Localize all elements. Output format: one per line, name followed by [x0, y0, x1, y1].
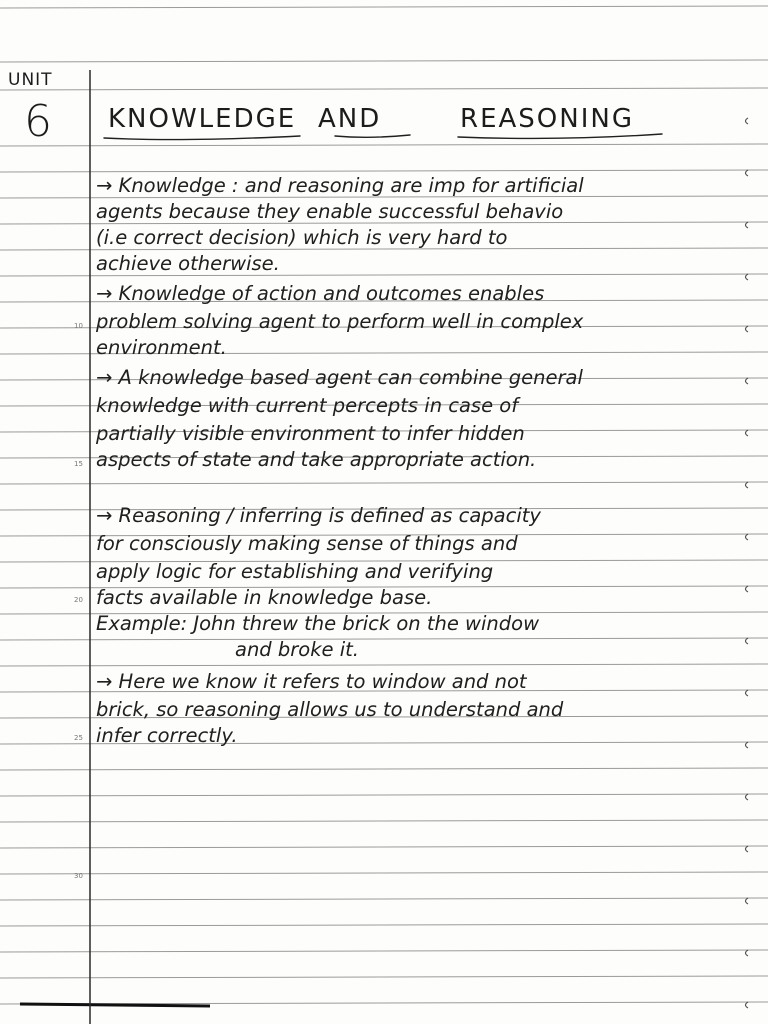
note-line: aspects of state and take appropriate action. [96, 448, 537, 471]
title-word-knowledge: KNOWLEDGE [108, 104, 297, 134]
note-line: for consciously making sense of things and [96, 532, 518, 555]
note-line: → A knowledge based agent can combine general [96, 366, 583, 389]
note-line: facts available in knowledge base. [96, 586, 433, 609]
note-line: Example: John threw the brick on the window [96, 612, 540, 635]
unit-number: 6 [24, 96, 52, 147]
note-line: problem solving agent to perform well in complex [96, 310, 584, 333]
title-word-and: AND [318, 104, 382, 134]
note-line: achieve otherwise. [96, 252, 280, 275]
note-line: and broke it. [235, 638, 359, 661]
margin-line [89, 70, 91, 1024]
unit-label: UNIT [8, 70, 53, 90]
note-line: partially visible environment to infer hidden [96, 422, 525, 445]
note-line: → Knowledge of action and outcomes enables [96, 282, 545, 305]
line-number: 25 [74, 734, 83, 742]
line-number: 30 [74, 872, 83, 880]
note-line: → Knowledge : and reasoning are imp for artificial [96, 174, 584, 197]
note-line: apply logic for establishing and verifying [96, 560, 494, 583]
note-line: environment. [96, 336, 227, 359]
line-number: 15 [74, 460, 83, 468]
title-word-reasoning: REASONING [460, 104, 634, 134]
note-line: brick, so reasoning allows us to understand and [96, 698, 564, 721]
note-line: agents because they enable successful behavio [96, 200, 564, 223]
note-line: knowledge with current percepts in case of [96, 394, 519, 417]
note-line: (i.e correct decision) which is very hard to [96, 226, 508, 249]
note-line: → Here we know it refers to window and not [96, 670, 527, 693]
note-line: → Reasoning / inferring is defined as capacity [96, 504, 541, 527]
note-line: infer correctly. [96, 724, 238, 747]
line-number: 20 [74, 596, 83, 604]
line-number: 10 [74, 322, 83, 330]
